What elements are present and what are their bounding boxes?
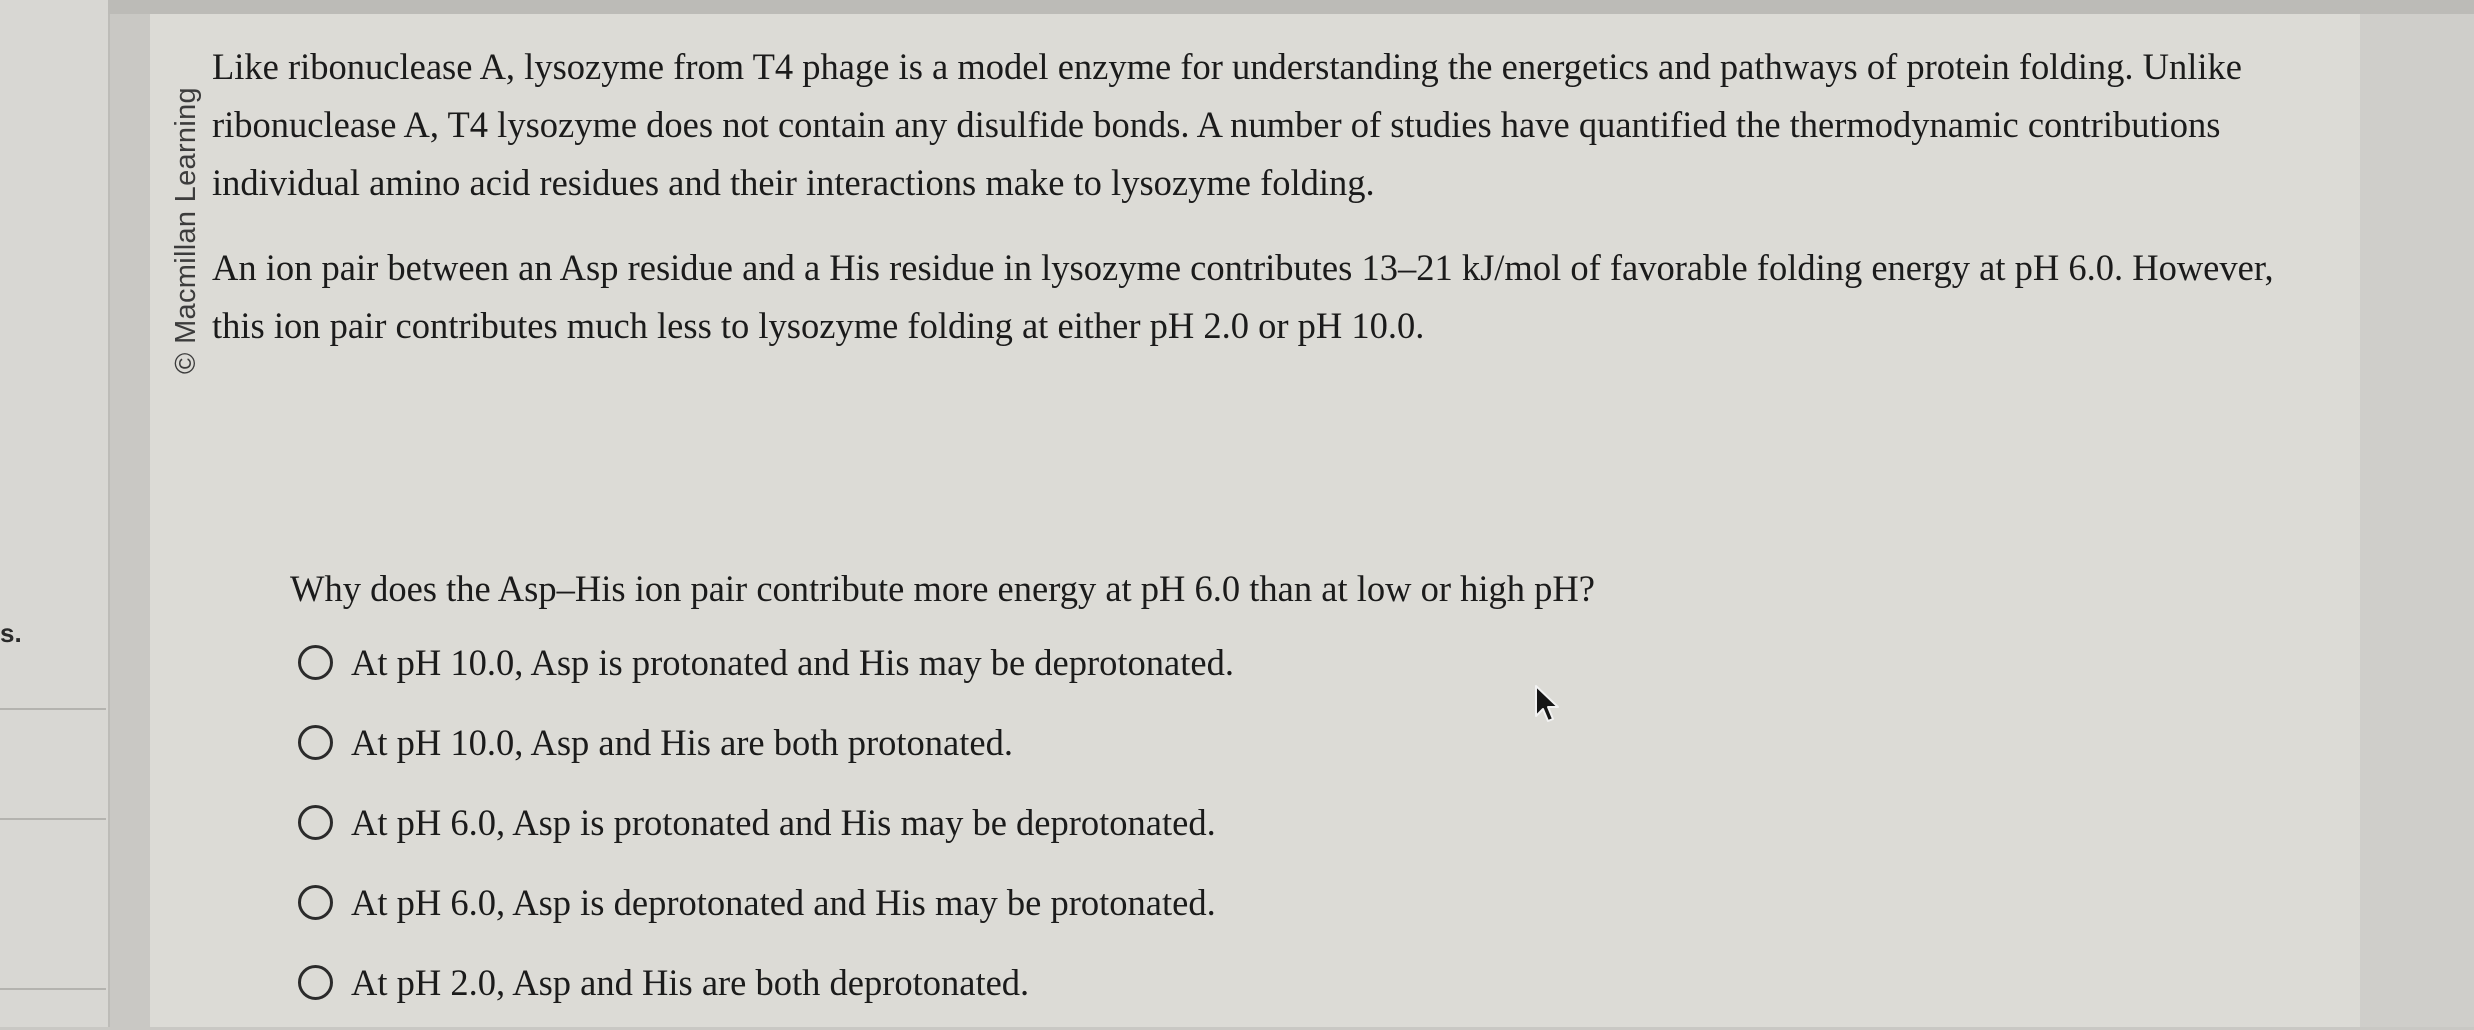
answer-option-label: At pH 10.0, Asp and His are both protonated. — [351, 721, 1013, 763]
radio-button-icon[interactable] — [298, 885, 333, 920]
question-prompt: Why does the Asp–His ion pair contribute more energy at pH 6.0 than at low or high pH? — [290, 568, 1595, 609]
right-margin — [2360, 14, 2474, 1027]
answer-option-4[interactable] — [298, 862, 1234, 942]
answer-option-1[interactable] — [298, 622, 1234, 702]
answer-option-label: At pH 6.0, Asp is deprotonated and His may be protonated. — [351, 881, 1216, 923]
answer-option-3[interactable] — [298, 782, 1234, 862]
copyright-watermark — [166, 52, 206, 408]
left-sidebar-strip — [0, 0, 110, 1027]
radio-button-icon[interactable] — [298, 725, 333, 760]
radio-button-icon[interactable] — [298, 805, 333, 840]
sidebar-cell — [0, 818, 106, 990]
passage-text — [212, 38, 2292, 355]
watermark-text: © Macmillan Learning — [169, 86, 202, 374]
answer-option-5[interactable] — [298, 942, 1234, 1022]
passage-paragraph-1: Like ribonuclease A, lysozyme from T4 phage is a model enzyme for understanding the energetics and pathways of protein folding. Unlike ribonuclease A, T4 lysozyme does not contain any disulfide bonds. A number of studies have quantified the thermodynamic contributions individual amino acid residues and their interactions make to lysozyme folding. — [212, 46, 2242, 203]
top-band — [108, 0, 2474, 14]
radio-button-icon[interactable] — [298, 645, 333, 680]
answer-option-label: At pH 2.0, Asp and His are both deprotonated. — [351, 961, 1030, 1003]
answer-options — [298, 622, 1234, 1022]
sidebar-cell — [0, 708, 106, 820]
sidebar-cell — [0, 988, 106, 1030]
mouse-pointer-icon — [1534, 684, 1562, 724]
answer-option-label: At pH 10.0, Asp is protonated and His may be deprotonated. — [351, 641, 1234, 683]
answer-option-label: At pH 6.0, Asp is protonated and His may be deprotonated. — [351, 801, 1216, 843]
radio-button-icon[interactable] — [298, 965, 333, 1000]
answer-option-2[interactable] — [298, 702, 1234, 782]
passage-paragraph-2: An ion pair between an Asp residue and a His residue in lysozyme contributes 13–21 kJ/mol of favorable folding energy at pH 6.0. However, this ion pair contributes much less to lysozyme folding at either pH 2.0 or pH 10.0. — [212, 247, 2274, 346]
sidebar-partial-text: s. — [0, 618, 22, 648]
